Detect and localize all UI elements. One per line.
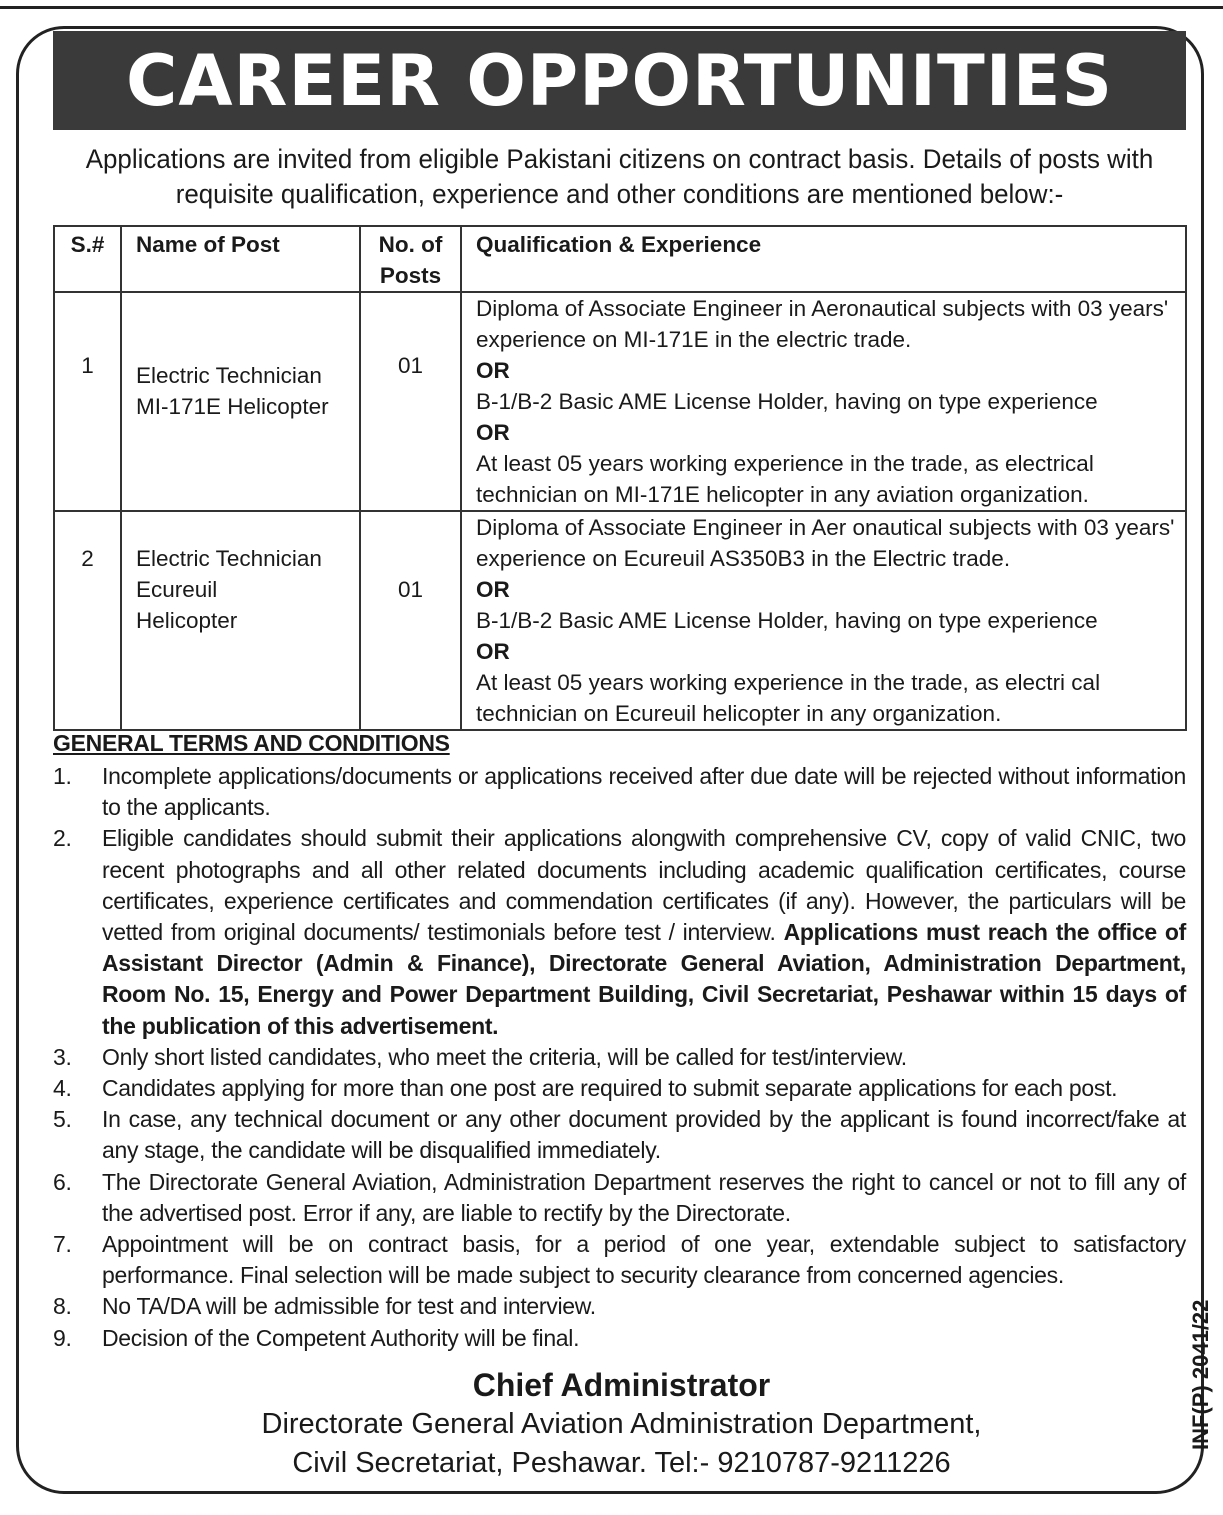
qualification-option-3: At least 05 years working experience in the trade, as electri cal technician on Ecureuil helicopter in any organization. [476,670,1101,726]
terms-list [53,761,1186,1354]
terms-heading: GENERAL TERMS AND CONDITIONS [53,730,450,756]
term-item: 2. Eligible candidates should submit their applications alongwith comprehensive CV, copy of valid CNIC, two recent photographs and all other related documents including academic qualification certificates, course certificates, experience certificates and commendation certificates (if any). However, the particulars will be vetted from original documents/ testimonials before test / interview. Applications must reach the office of Assistant Director (Admin & Finance), Directorate General Aviation, Administration Department, Room No. 15, Energy and Power Department Building, Civil Secretariat, Peshawar within 15 days of the publication of this advertisement. [53,825,1186,1039]
row-post-name: Electric Technician MI-171E Helicopter [121,292,360,511]
posts-table [53,225,1187,731]
qualification-option-1: Diploma of Associate Engineer in Aer onautical subjects with 03 years' experience on Ecureuil AS350B3 in the Electric trade. [476,515,1175,571]
term-item: 9. Decision of the Competent Authority will be final. [53,1324,580,1351]
or-separator: OR [476,639,510,664]
page-title: CAREER OPPORTUNITIES [126,39,1113,122]
intro-line-2: requisite qualification, experience and other conditions are mentioned below:- [175,179,1064,209]
or-separator: OR [476,577,510,602]
row-no-of-posts: 01 [360,292,461,511]
ad-reference-code: INF(P) 2041/22 [1188,1299,1213,1450]
row-sno: 2 [54,511,121,730]
signatory-department: Directorate General Aviation Administration Department, [261,1408,982,1440]
qualification-option-1: Diploma of Associate Engineer in Aeronautical subjects with 03 years' experience on MI-171E in the electric trade. [476,296,1169,352]
intro-line-1: Applications are invited from eligible Pakistani citizens on contract basis. Details of posts with [85,144,1154,174]
intro-paragraph [76,142,1164,212]
top-rule [0,6,1223,9]
term-item: 6. The Directorate General Aviation, Administration Department reserves the right to cancel or not to fill any of the advertised post. Error if any, are liable to rectify by the Directorate. [53,1168,1186,1226]
signatory-address-phone: Civil Secretariat, Peshawar. Tel:- 9210787-9211226 [292,1447,951,1479]
header-no-of-posts: No. of Posts [360,226,461,292]
qualification-option-2: B-1/B-2 Basic AME License Holder, having on type experience [476,608,1098,633]
table-header-row [54,226,1186,292]
signatory-title: Chief Administrator [472,1367,771,1403]
or-separator: OR [476,420,510,445]
row-sno: 1 [54,292,121,511]
row-qualification [461,292,1186,511]
term-item: 8. No TA/DA will be admissible for test and interview. [53,1293,596,1320]
row-qualification [461,511,1186,730]
or-separator: OR [476,358,510,383]
row-post-name: Electric Technician Ecureuil Helicopter [121,511,360,730]
row-no-of-posts: 01 [360,511,461,730]
term-item: 7. Appointment will be on contract basis, for a period of one year, extendable subject to satisfactory performance. Final selection will be made subject to security clearance from concerned agencies. [53,1231,1186,1289]
qualification-option-3: At least 05 years working experience in the trade, as electrical technician on MI-171E helicopter in any aviation organization. [476,451,1094,507]
term-item: 5. In case, any technical document or any other document provided by the applicant is found incorrect/fake at any stage, the candidate will be disqualified immediately. [53,1106,1186,1164]
table-row [54,292,1186,511]
header-qualification: Qualification & Experience [461,226,1186,292]
term-item: 1. Incomplete applications/documents or applications received after due date will be rejected without information to the applicants. [53,763,1186,821]
header-sno: S.# [54,226,121,292]
qualification-option-2: B-1/B-2 Basic AME License Holder, having on type experience [476,389,1098,414]
term-item: 3. Only short listed candidates, who meet the criteria, will be called for test/interview. [53,1043,907,1070]
table-row [54,511,1186,730]
title-banner [53,31,1186,130]
header-name-of-post: Name of Post [121,226,360,292]
term-item: 4. Candidates applying for more than one post are required to submit separate applications for each post. [53,1075,1118,1102]
